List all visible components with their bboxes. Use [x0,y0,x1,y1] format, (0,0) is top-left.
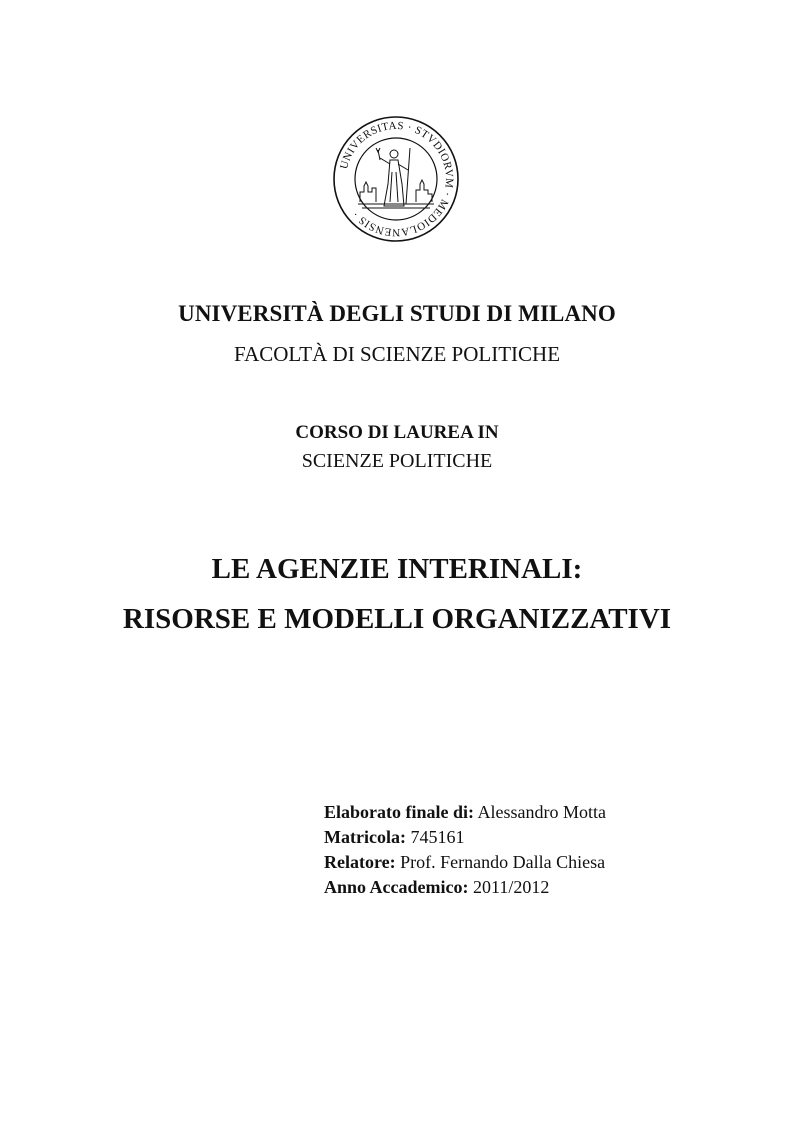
academic-year-value: 2011/2012 [472,877,550,897]
course-name: SCIENZE POLITICHE [301,450,493,472]
relatore-row [324,850,606,875]
relatore-value: Prof. Fernando Dalla Chiesa [400,852,606,872]
academic-year-row [324,875,606,900]
author-row [324,800,606,825]
matricola-value: 745161 [410,827,465,847]
matricola-row [324,825,606,850]
relatore-label: Relatore: [324,852,396,872]
university-name: UNIVERSITÀ DEGLI STUDI DI MILANO [178,301,616,326]
thesis-title-line-2: RISORSE E MODELLI ORGANIZZATIVI [122,603,672,635]
thesis-title-line-1: LE AGENZIE INTERINALI: [211,553,583,585]
author-value: Alessandro Motta [477,802,607,822]
faculty-name: FACOLTÀ DI SCIENZE POLITICHE [233,342,561,366]
thesis-details [324,800,606,900]
matricola-label: Matricola: [324,827,406,847]
university-seal-icon [332,114,460,244]
author-label: Elaborato finale di: [324,802,475,822]
svg-text:UNIVERSITAS · STVDIORVM · MEDI: UNIVERSITAS · STVDIORVM · MEDIOLANENSIS · [338,119,456,239]
course-heading: CORSO DI LAUREA IN [295,422,499,443]
academic-year-label: Anno Accademico: [324,877,469,897]
